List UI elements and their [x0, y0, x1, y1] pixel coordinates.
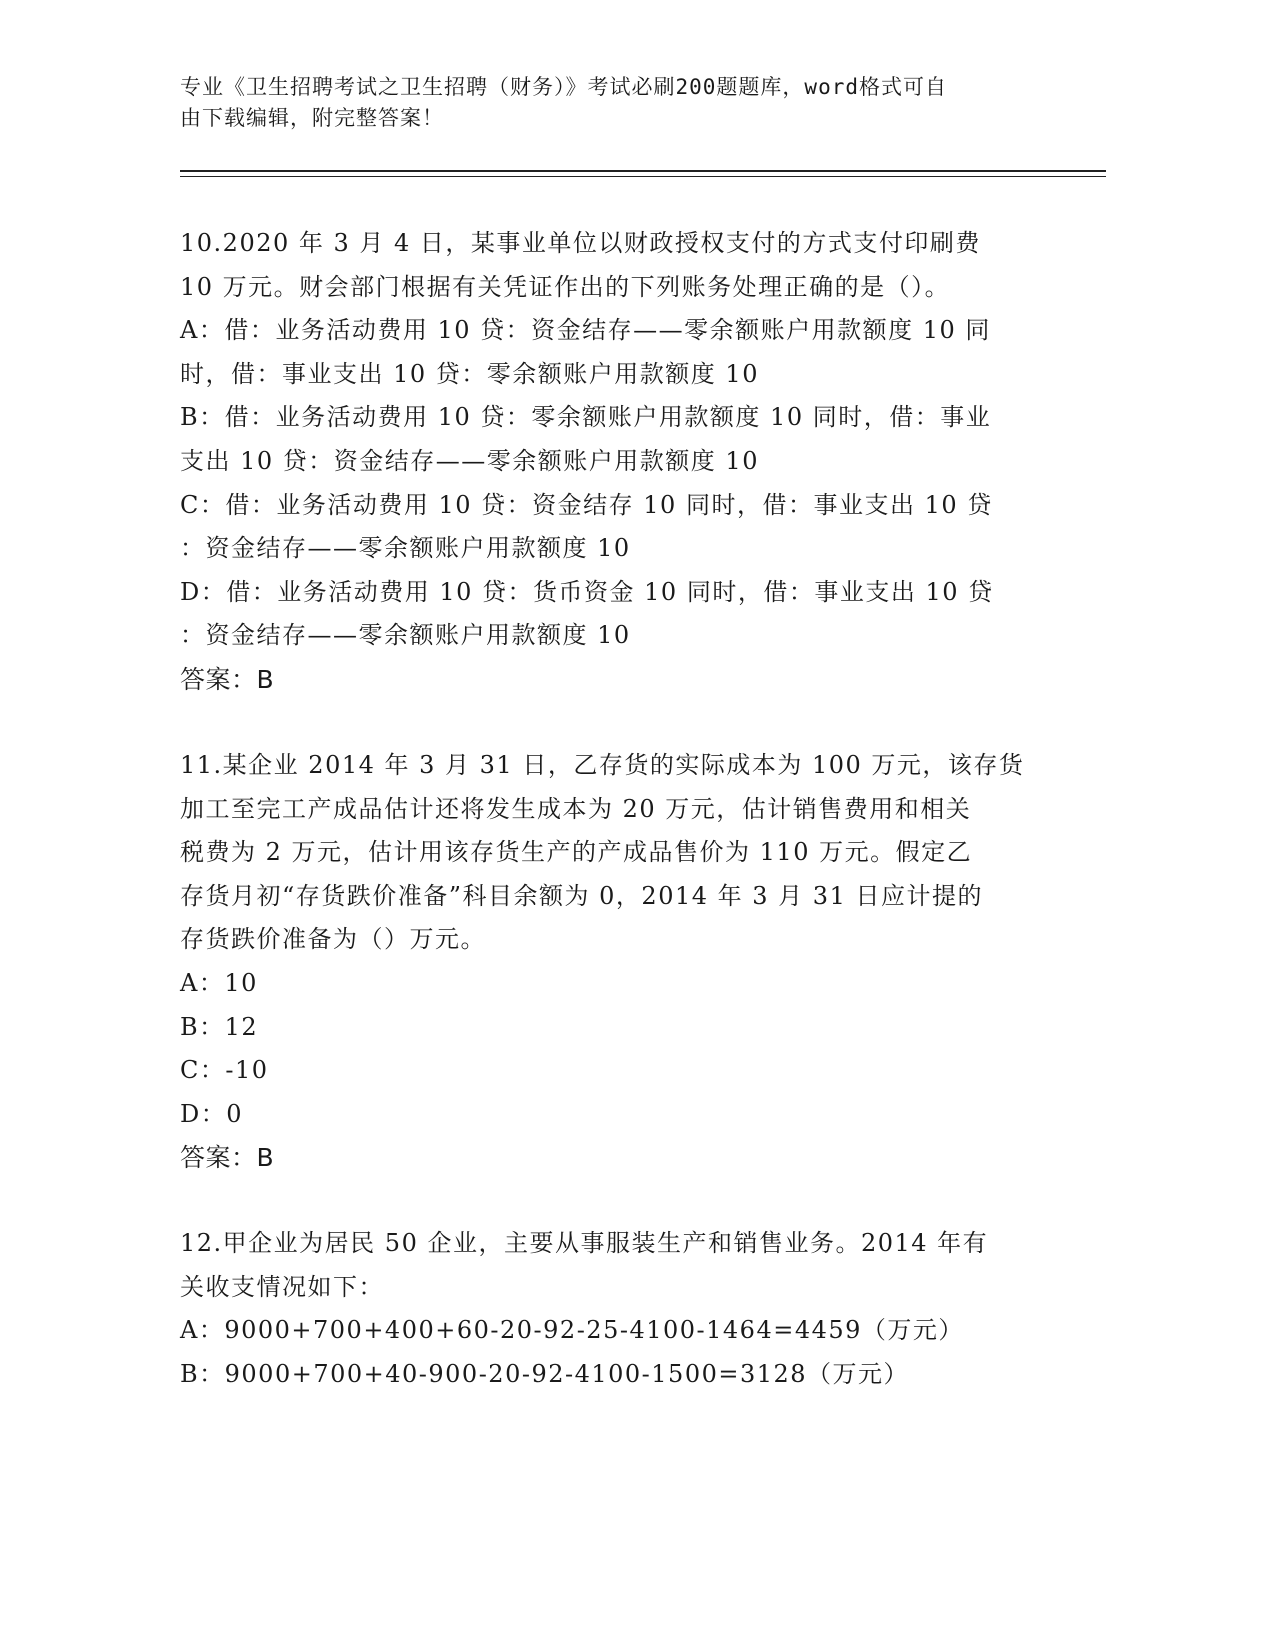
- question-text-line: 存货月初“存货跌价准备”科目余额为 0，2014 年 3 月 31 日应计提的: [180, 881, 983, 910]
- option-line: A：借：业务活动费用 10 贷：资金结存——零余额账户用款额度 10 同: [180, 316, 991, 345]
- answer-line: 答案：B: [180, 1143, 275, 1173]
- question-text-line: 10 万元。财会部门根据有关凭证作出的下列账务处理正确的是（）。: [180, 272, 951, 301]
- option-line: A：10: [180, 968, 258, 997]
- question-text-line: 11.某企业 2014 年 3 月 31 日，乙存货的实际成本为 100 万元，该存货: [180, 751, 1025, 779]
- option-line: D：0: [180, 1099, 244, 1128]
- question-text-line: 10.2020 年 3 月 4 日，某事业单位以财政授权支付的方式支付印刷费: [180, 229, 981, 257]
- document-header: [180, 72, 1040, 134]
- option-line: C：借：业务活动费用 10 贷：资金结存 10 同时，借：事业支出 10 贷: [180, 490, 993, 519]
- option-line: ：资金结存——零余额账户用款额度 10: [180, 621, 631, 650]
- option-line: D：借：业务活动费用 10 贷：货币资金 10 同时，借：事业支出 10 贷: [180, 577, 994, 606]
- question-10: [180, 222, 1040, 702]
- option-line: B：12: [180, 1012, 259, 1041]
- option-line: B：9000+700+40-900-20-92-4100-1500=3128（万元）: [180, 1359, 910, 1388]
- option-line: ：资金结存——零余额账户用款额度 10: [180, 534, 631, 563]
- question-text-line: 12.甲企业为居民 50 企业，主要从事服装生产和销售业务。2014 年有: [180, 1229, 989, 1257]
- question-text-line: 加工至完工产成品估计还将发生成本为 20 万元，估计销售费用和相关: [180, 794, 972, 823]
- header-line-2: 由下载编辑，附完整答案！: [180, 106, 444, 130]
- question-text-line: 存货跌价准备为（）万元。: [180, 925, 486, 954]
- question-11: [180, 744, 1040, 1180]
- option-line: C：-10: [180, 1056, 269, 1085]
- answer-line: 答案：B: [180, 664, 275, 694]
- question-text-line: 税费为 2 万元，估计用该存货生产的产成品售价为 110 万元。假定乙: [180, 838, 973, 867]
- question-12: [180, 1222, 1040, 1396]
- option-line: 时，借：事业支出 10 贷：零余额账户用款额度 10: [180, 359, 759, 388]
- option-line: B：借：业务活动费用 10 贷：零余额账户用款额度 10 同时，借：事业: [180, 403, 992, 432]
- question-text-line: 关收支情况如下：: [180, 1272, 384, 1301]
- header-line-1: 专业《卫生招聘考试之卫生招聘（财务）》考试必刷200题题库，word格式可自: [180, 75, 947, 99]
- option-line: 支出 10 贷：资金结存——零余额账户用款额度 10: [180, 446, 759, 475]
- header-divider-thin: [180, 176, 1106, 177]
- option-line: A：9000+700+400+60-20-92-25-4100-1464=4459（万元）: [180, 1316, 964, 1345]
- header-divider-thick: [180, 170, 1106, 172]
